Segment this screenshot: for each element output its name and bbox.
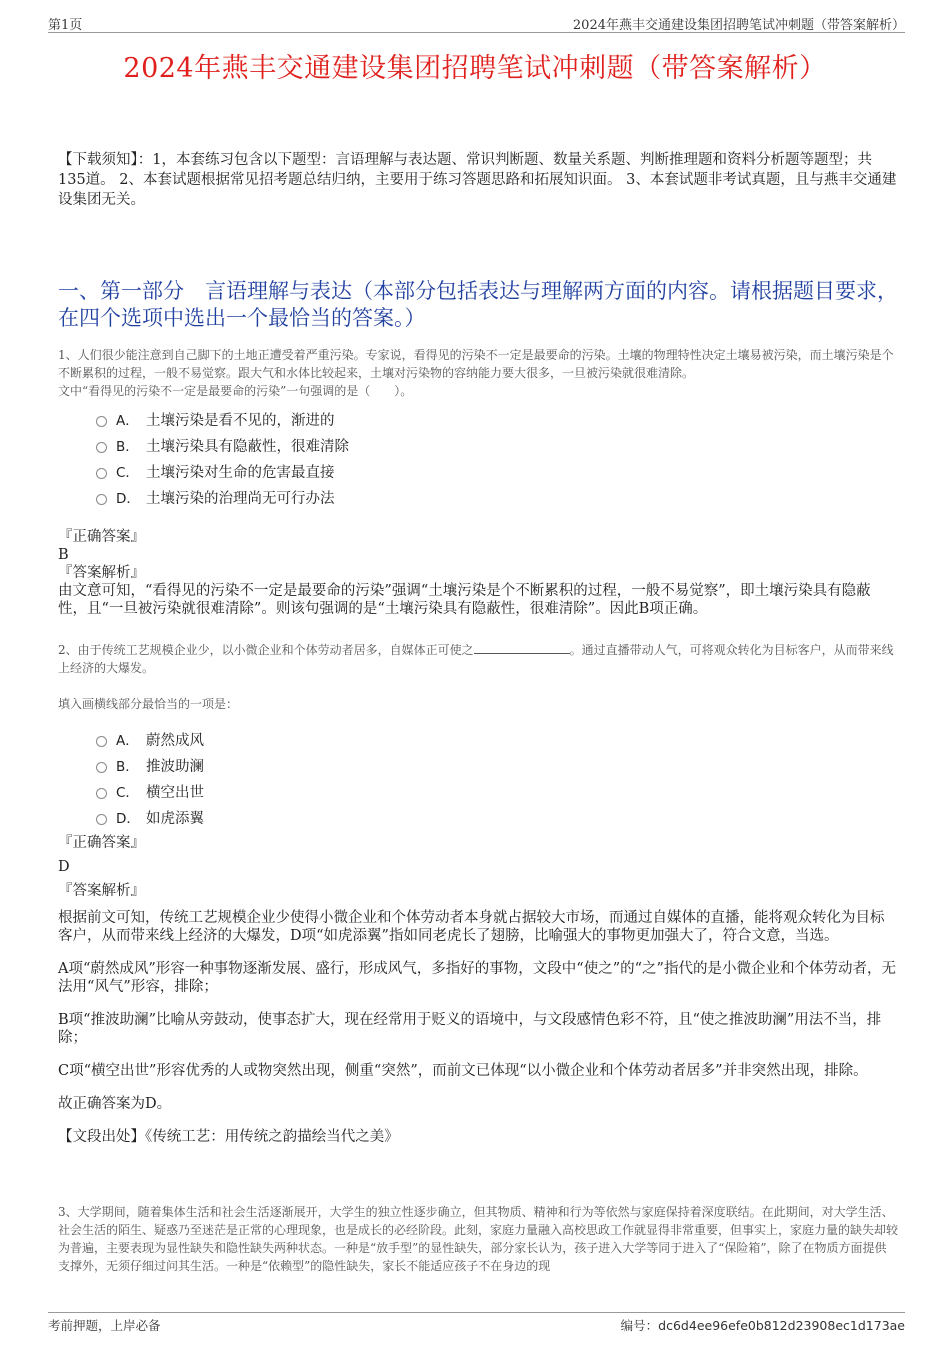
page-title: 2024年燕丰交通建设集团招聘笔试冲刺题（带答案解析） (123, 53, 827, 84)
option-a[interactable]: A． 土壤污染是看不见的，渐进的 (96, 406, 349, 432)
radio-icon[interactable] (96, 814, 107, 825)
fill-blank (474, 641, 570, 654)
radio-icon[interactable] (96, 762, 107, 773)
question-2-answer: 『正确答案』 D 『答案解析』 (58, 834, 898, 900)
page-footer (48, 1312, 905, 1333)
question-1-answer: 『正确答案』 B 『答案解析』 由文意可知，“看得见的污染不一定是最要命的污染”强调“土壤污染是个不断累积的过程，一般不易觉察”，即土壤污染具有隐蔽性，且“一旦被污染就很难清除”。则该句强调的是“土壤污染具有隐蔽性，很难清除”。因此B项正确。 (58, 528, 898, 618)
answer-analysis: 由文意可知，“看得见的污染不一定是最要命的污染”强调“土壤污染是个不断累积的过程，一般不易觉察”，即土壤污染具有隐蔽性，且“一旦被污染就很难清除”。则该句强调的是“土壤污染具有隐蔽性，很难清除”。因此B项正确。 (58, 583, 871, 617)
radio-icon[interactable] (96, 788, 107, 799)
radio-icon[interactable] (96, 416, 107, 427)
header-doc-title: 2024年燕丰交通建设集团招聘笔试冲刺题（带答案解析） (572, 18, 905, 33)
page-number: 第1页 (48, 18, 83, 33)
question-2-ask: 填入画横线部分最恰当的一项是： (58, 697, 239, 711)
radio-icon[interactable] (96, 468, 107, 479)
correct-answer: D (58, 859, 70, 875)
question-2-analysis: 根据前文可知，传统工艺规模企业少使得小微企业和个体劳动者本身就占据较大市场，而通过自媒体的直播，能将观众转化为目标客户，从而带来线上经济的大爆发，D项“如虎添翼”指如同老虎长了翅膀，比喻强大的事物更加强大了，符合文意，当选。 A项“蔚然成风”形容一种事物逐渐发展、盛行，形成风气，多指好的事物，文段中“使之”的“之”指代的是小微企业和个体劳动者，无法用“风气”形容，排除； B项“推波助澜”比喻从旁鼓动，使事态扩大，现在经常用于贬义的语境中，与文段感情色彩不符，且“使之推波助澜”用法不当，排除； C项“横空出世”形容优秀的人或物突然出现，侧重“突然”，而前文已体现“以小微企业和个体劳动者居多”并非突然出现，排除。 故正确答案为D。 【文段出处】《传统工艺：用传统之韵描绘当代之美》 (58, 909, 898, 1146)
radio-icon[interactable] (96, 736, 107, 747)
correct-answer: B (58, 547, 69, 563)
radio-icon[interactable] (96, 494, 107, 505)
question-1-stem: 1、人们很少能注意到自己脚下的土地正遭受着严重污染。专家说，看得见的污染不一定是最要命的污染。土壤的物理特性决定土壤易被污染，而土壤污染是个不断累积的过程，一般不易觉察。跟大气和水体比较起来，土壤对污染物的容纳能力要大很多，一旦被污染就很难清除。 文中“看得见的污染不一定是最要命的污染”一句强调的是（ ）。 (58, 348, 894, 398)
page-header (48, 12, 905, 33)
option-c[interactable]: C． 土壤污染对生命的危害最直接 (96, 458, 349, 484)
question-3-stem: 3、大学期间，随着集体生活和社会生活逐渐展开，大学生的独立性逐步确立，但其物质、精神和行为等依然与家庭保持着深度联结。在此期间，对大学生活、社会生活的陌生、疑惑乃至迷茫是正常的心理现象，也是成长的必经阶段。此刻，家庭力量融入高校思政工作就显得非常重要，但事实上，家庭力量的缺失却较为普遍，主要表现为显性缺失和隐性缺失两种状态。一种是“放手型”的显性缺失，部分家长认为，孩子进入大学等同于进入了“保险箱”，除了在物质方面提供支撑外，无须仔细过问其生活。一种是“依赖型”的隐性缺失，家长不能适应孩子不在身边的现 (58, 1205, 899, 1273)
section-heading: 一、第一部分 言语理解与表达（本部分包括表达与理解两方面的内容。请根据题目要求，在四个选项中选出一个最恰当的答案。） (58, 279, 898, 330)
source-citation: 【文段出处】《传统工艺：用传统之韵描绘当代之美》 (58, 1129, 399, 1145)
option-b[interactable]: B． 土壤污染具有隐蔽性，很难清除 (96, 432, 349, 458)
question-2-options (96, 726, 204, 830)
question-2-stem: 2、由于传统工艺规模企业少，以小微企业和个体劳动者居多，自媒体正可使之 。通过直播带动人气，可将观众转化为目标客户，从而带来线上经济的大爆发。 (58, 643, 894, 675)
radio-icon[interactable] (96, 442, 107, 453)
option-c[interactable]: C． 横空出世 (96, 778, 204, 804)
question-1-options (96, 406, 349, 510)
option-b[interactable]: B． 推波助澜 (96, 752, 204, 778)
footer-slogan: 考前押题，上岸必备 (48, 1318, 161, 1333)
download-notice: 【下载须知】：1，本套练习包含以下题型：言语理解与表达题、常识判断题、数量关系题、判断推理题和资料分析题等题型；共135道。 2、本套试题根据常见招考题总结归纳，主要用于练习答题思路和拓展知识面。 3、本套试题非考试真题，且与燕丰交通建设集团无关。 (58, 152, 897, 208)
option-d[interactable]: D． 土壤污染的治理尚无可行办法 (96, 484, 349, 510)
option-d[interactable]: D． 如虎添翼 (96, 804, 204, 830)
option-a[interactable]: A． 蔚然成风 (96, 726, 204, 752)
document-code: 编号：dc6d4ee96efe0b812d23908ec1d173ae (620, 1318, 905, 1333)
